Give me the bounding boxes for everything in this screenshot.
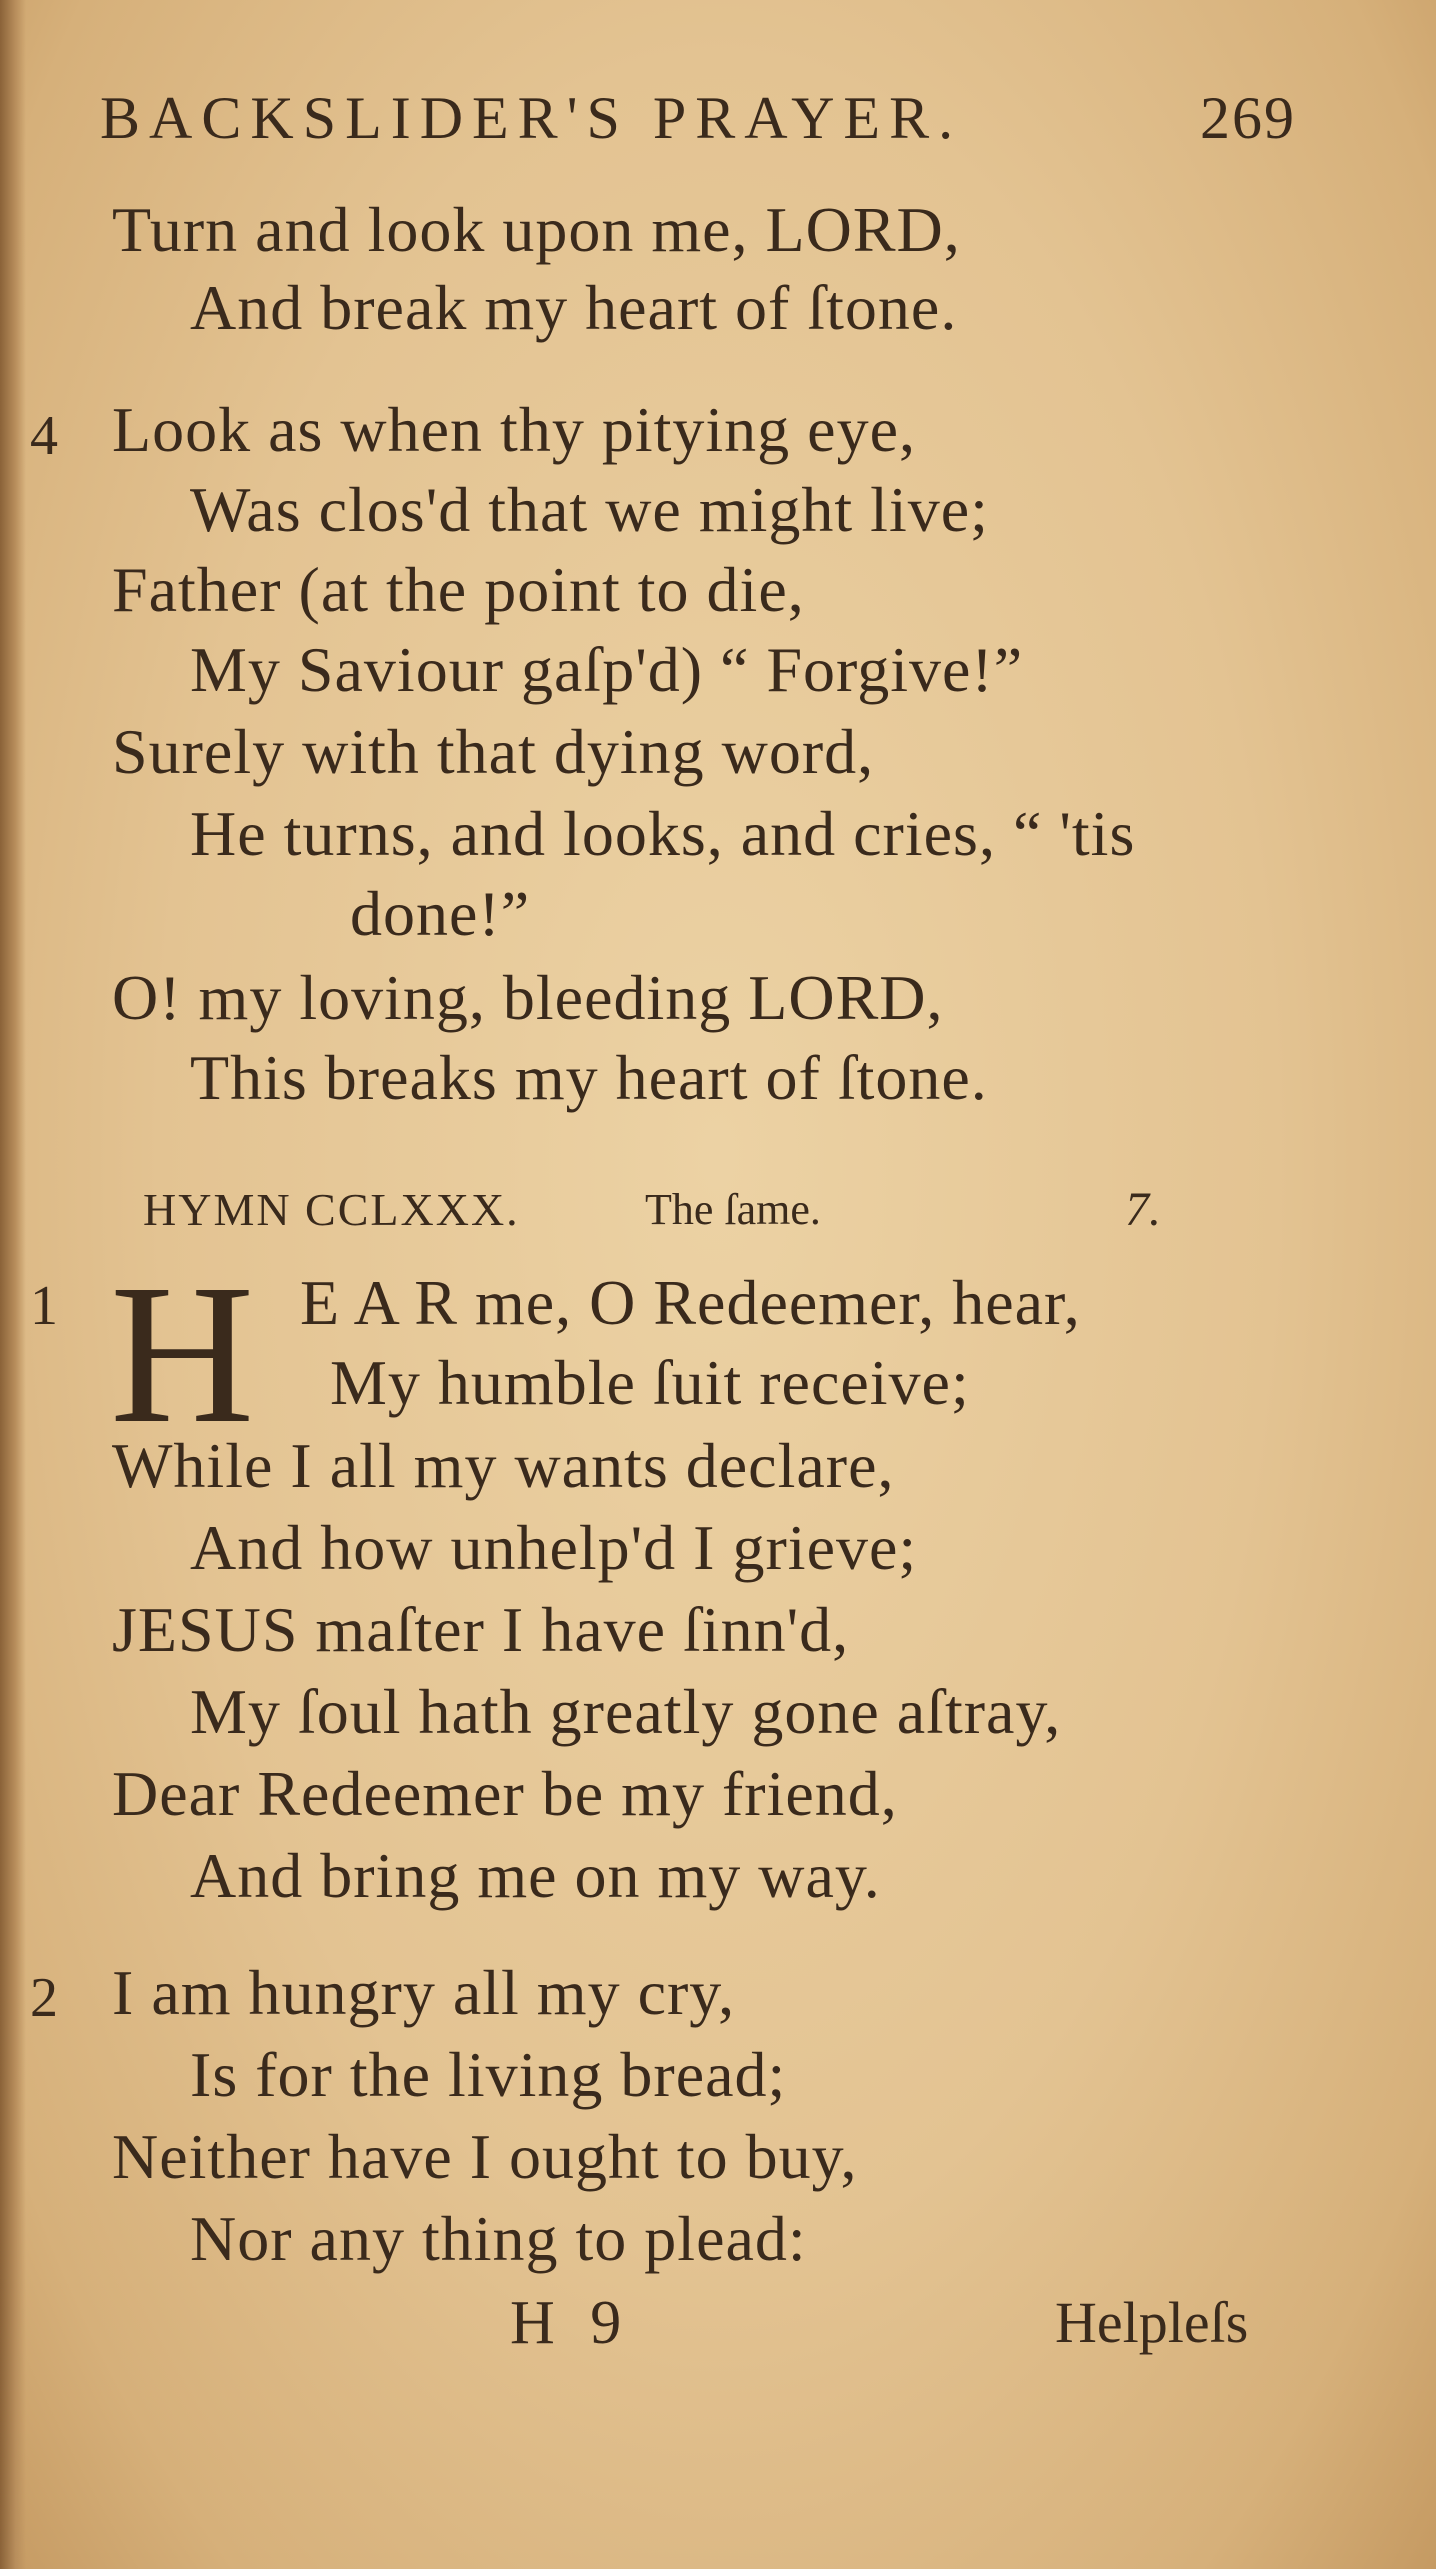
stanza-number: 1 [30,1275,58,1337]
verse-line: And bring me on my way. [190,1840,881,1911]
verse-line: Was clos'd that we might live; [190,474,989,545]
verse-line: Father (at the point to die, [112,554,805,625]
verse-line: My ſoul hath greatly gone aſtray, [190,1676,1062,1747]
verse-line: E A R me, O Redeemer, hear, [300,1267,1081,1338]
verse-line: Neither have I ought to buy, [112,2121,858,2192]
signature-mark: H 9 [510,2289,632,2357]
verse-line-text: Turn and look upon me, LORD, [112,194,961,265]
verse-line: He turns, and looks, and cries, “ 'tis [190,798,1136,869]
hymn-meter: 7. [1125,1183,1161,1236]
hymn-subtitle: The ſame. [645,1185,821,1234]
verse-line: Nor any thing to plead: [190,2203,807,2274]
verse-line: My Saviour gaſp'd) “ Forgive!” [190,634,1024,705]
page-number: 269 [1200,85,1296,151]
verse-line: And break my heart of ſtone. [190,272,958,343]
verse-line: This breaks my heart of ſtone. [190,1042,988,1113]
verse-line: done!” [350,878,531,949]
stanza-number: 4 [30,405,58,467]
verse-line: Dear Redeemer be my friend, [112,1758,898,1829]
verse-line: O! my loving, bleeding LORD, [112,962,944,1033]
verse-line: Look as when thy pitying eye, [112,394,916,465]
verse-line: While I all my wants declare, [112,1430,895,1501]
running-title: BACKSLIDER'S PRAYER. [100,85,963,151]
page-spine-shadow [0,0,26,2569]
stanza-number: 2 [30,1967,58,2029]
verse-line [112,192,961,268]
drop-cap: H [110,1244,255,1465]
verse-line: I am hungry all my cry, [112,1957,736,2028]
catchword: Helpleſs [1055,2290,1249,2355]
hymn-title: HYMN CCLXXX. [143,1184,520,1235]
verse-line: Is for the living bread; [190,2039,787,2110]
verse-line: My humble ſuit receive; [330,1347,970,1418]
verse-line: And how unhelp'd I grieve; [190,1512,918,1583]
verse-line: JESUS maſter I have ſinn'd, [112,1594,850,1665]
verse-line: Surely with that dying word, [112,716,875,787]
